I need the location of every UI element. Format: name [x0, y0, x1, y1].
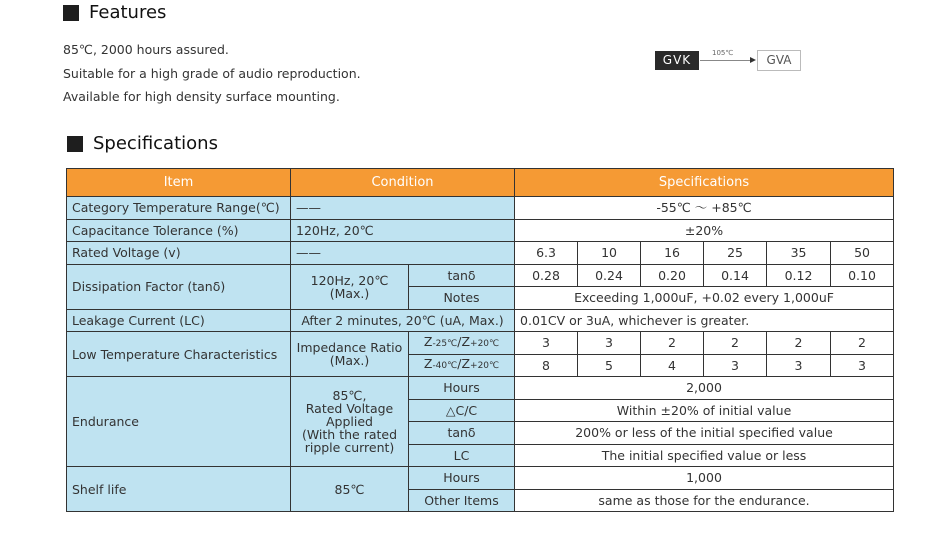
impedance-cell: 3 [831, 354, 894, 377]
table-row [67, 309, 894, 332]
row-condition: 85℃, Rated Voltage Applied (With the rated ripple current) [291, 377, 409, 467]
specifications-table [66, 168, 894, 512]
table-row [67, 197, 894, 220]
arrow-label: 105℃ [712, 49, 734, 57]
table-row [67, 467, 894, 490]
specifications-title: Specifications [93, 133, 218, 154]
row-item: Endurance [67, 377, 291, 467]
voltage-cell: 35 [767, 242, 831, 265]
table-row [67, 219, 894, 242]
header-condition: Condition [291, 169, 515, 197]
row-value: 0.01CV or 3uA, whichever is greater. [515, 309, 894, 332]
tan-cell: 0.28 [515, 264, 578, 287]
tan-cell: 0.14 [704, 264, 767, 287]
row-condition: —— [291, 197, 515, 220]
square-bullet-icon [63, 5, 79, 21]
impedance-cell: 5 [578, 354, 641, 377]
impedance-cell: 3 [515, 332, 578, 355]
table-row [67, 377, 894, 400]
voltage-cell: 25 [704, 242, 767, 265]
series-derivation-diagram [655, 50, 805, 70]
sub-label: tanδ [409, 264, 515, 287]
impedance-cell: 2 [767, 332, 831, 355]
header-item: Item [67, 169, 291, 197]
features-heading [63, 2, 166, 23]
impedance-cell: 8 [515, 354, 578, 377]
feature-line-1: 85℃, 2000 hours assured. [63, 42, 229, 57]
row-condition: After 2 minutes, 20℃ (uA, Max.) [291, 309, 515, 332]
row-item: Shelf life [67, 467, 291, 512]
impedance-cell: 2 [704, 332, 767, 355]
impedance-cell: 2 [831, 332, 894, 355]
sub-label: Notes [409, 287, 515, 310]
table-row [67, 242, 894, 265]
impedance-cell: 3 [704, 354, 767, 377]
voltage-cell: 6.3 [515, 242, 578, 265]
header-specifications: Specifications [515, 169, 894, 197]
badge-gva: GVA [757, 50, 801, 71]
row-value: ±20% [515, 219, 894, 242]
endurance-value: Within ±20% of initial value [515, 399, 894, 422]
arrow-right-icon [750, 57, 756, 63]
specifications-heading [67, 133, 218, 154]
impedance-label-25: Z-25℃/Z+20℃ [409, 332, 515, 355]
row-condition: 120Hz, 20℃ (Max.) [291, 264, 409, 309]
row-item: Low Temperature Characteristics [67, 332, 291, 377]
row-item: Leakage Current (LC) [67, 309, 291, 332]
tan-cell: 0.12 [767, 264, 831, 287]
voltage-cell: 10 [578, 242, 641, 265]
row-item: Category Temperature Range(℃) [67, 197, 291, 220]
features-title: Features [89, 2, 167, 23]
row-item: Capacitance Tolerance (%) [67, 219, 291, 242]
row-value: -55℃ ～ +85℃ [515, 197, 894, 220]
impedance-label-40: Z-40℃/Z+20℃ [409, 354, 515, 377]
sub-label: Hours [409, 467, 515, 490]
endurance-value: The initial specified value or less [515, 444, 894, 467]
tan-cell: 0.10 [831, 264, 894, 287]
voltage-cell: 50 [831, 242, 894, 265]
impedance-cell: 3 [767, 354, 831, 377]
table-row [67, 332, 894, 355]
notes-value: Exceeding 1,000uF, +0.02 every 1,000uF [515, 287, 894, 310]
sub-label: LC [409, 444, 515, 467]
shelf-value: 1,000 [515, 467, 894, 490]
row-condition: —— [291, 242, 515, 265]
sub-label: Other Items [409, 489, 515, 512]
sub-label: tanδ [409, 422, 515, 445]
row-condition: 85℃ [291, 467, 409, 512]
row-condition: Impedance Ratio (Max.) [291, 332, 409, 377]
sub-label: Hours [409, 377, 515, 400]
table-row [67, 264, 894, 287]
voltage-cell: 16 [641, 242, 704, 265]
table-header-row [67, 169, 894, 197]
impedance-cell: 4 [641, 354, 704, 377]
endurance-value: 200% or less of the initial specified value [515, 422, 894, 445]
row-item: Rated Voltage (v) [67, 242, 291, 265]
sub-label: △C/C [409, 399, 515, 422]
impedance-cell: 3 [578, 332, 641, 355]
impedance-cell: 2 [641, 332, 704, 355]
row-condition: 120Hz, 20℃ [291, 219, 515, 242]
arrow-line [700, 60, 752, 61]
shelf-value: same as those for the endurance. [515, 489, 894, 512]
square-bullet-icon [67, 136, 83, 152]
row-item: Dissipation Factor (tanδ) [67, 264, 291, 309]
badge-gvk: GVK [655, 51, 699, 70]
feature-line-2: Suitable for a high grade of audio reproduction. [63, 66, 361, 81]
feature-line-3: Available for high density surface mounting. [63, 89, 340, 104]
tan-cell: 0.24 [578, 264, 641, 287]
tan-cell: 0.20 [641, 264, 704, 287]
endurance-value: 2,000 [515, 377, 894, 400]
